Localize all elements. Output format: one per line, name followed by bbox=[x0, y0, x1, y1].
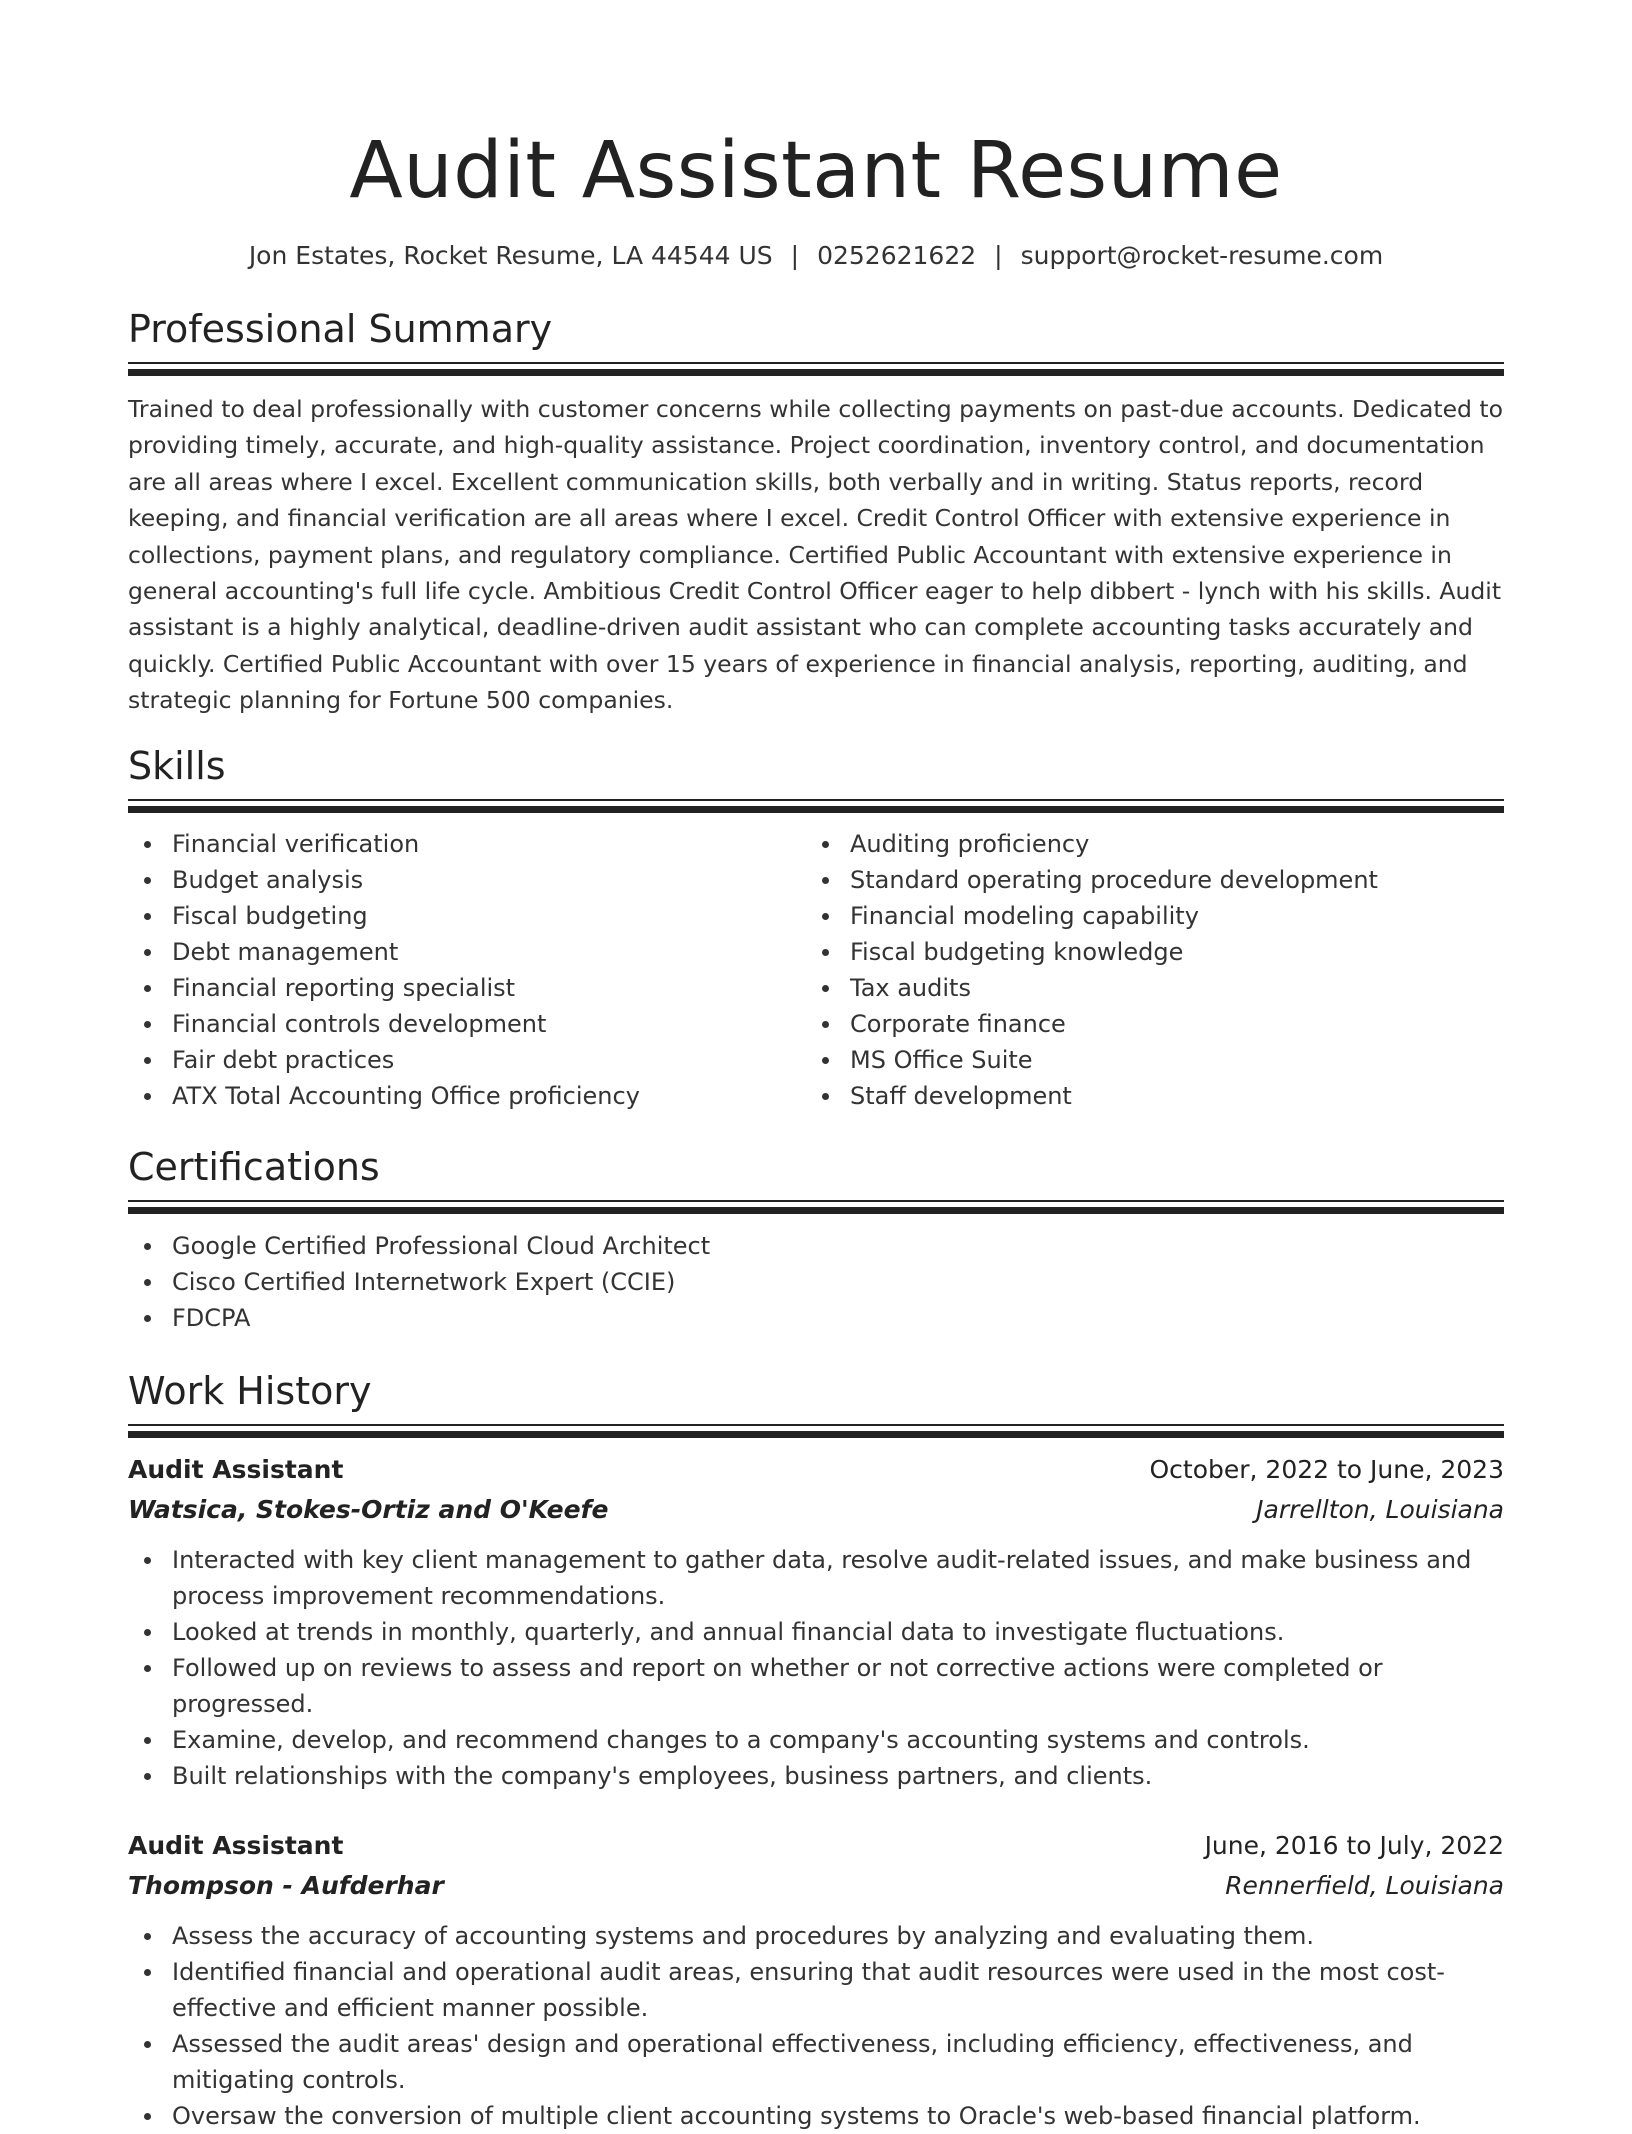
list-item: Tax audits bbox=[806, 970, 1484, 1006]
list-item: Oversaw the conversion of multiple client accounting systems to Oracle's web-based financial platform. bbox=[128, 2098, 1504, 2134]
list-item: Fair debt practices bbox=[128, 1042, 806, 1078]
list-item: Interacted with key client management to gather data, resolve audit-related issues, and make business and process improvement recommendations. bbox=[128, 1542, 1504, 1614]
job-company: Thompson - Aufderhar bbox=[128, 1870, 444, 1900]
job-dates: June, 2016 to July, 2022 bbox=[1204, 1830, 1504, 1860]
job-subheader bbox=[128, 1866, 1504, 1906]
skills-list-left bbox=[128, 826, 806, 1114]
skills-grid bbox=[128, 826, 1504, 1114]
skills-list-right bbox=[806, 826, 1484, 1114]
list-item: MS Office Suite bbox=[806, 1042, 1484, 1078]
contact-separator: | bbox=[790, 241, 800, 270]
list-item: Financial reporting specialist bbox=[128, 970, 806, 1006]
job-entry bbox=[128, 1826, 1504, 2134]
contact-line bbox=[128, 239, 1504, 273]
job-header bbox=[128, 1826, 1504, 1866]
list-item: Staff development bbox=[806, 1078, 1484, 1114]
contact-separator: | bbox=[994, 241, 1003, 270]
list-item: FDCPA bbox=[128, 1300, 1504, 1336]
list-item: Fiscal budgeting knowledge bbox=[806, 934, 1484, 970]
section-heading: Certifications bbox=[128, 1144, 380, 1189]
certifications-section bbox=[128, 1144, 1504, 1336]
section-divider bbox=[128, 799, 1504, 813]
list-item: Followed up on reviews to assess and report on whether or not corrective actions were completed or progressed. bbox=[128, 1650, 1504, 1722]
section-divider bbox=[128, 362, 1504, 376]
section-heading: Work History bbox=[128, 1368, 372, 1413]
work-history-section bbox=[128, 1368, 1504, 2134]
page-title: Audit Assistant Resume bbox=[349, 126, 1283, 216]
list-item: Corporate finance bbox=[806, 1006, 1484, 1042]
list-item: Assessed the audit areas' design and operational effectiveness, including efficiency, effectiveness, and mitigating controls. bbox=[128, 2026, 1504, 2098]
job-title: Audit Assistant bbox=[128, 1454, 344, 1484]
resume-page bbox=[128, 0, 1504, 2134]
list-item: Cisco Certified Internetwork Expert (CCIE) bbox=[128, 1264, 1504, 1300]
section-divider bbox=[128, 1424, 1504, 1438]
skills-section bbox=[128, 743, 1504, 1114]
job-bullets bbox=[128, 1918, 1504, 2134]
list-item: Identified financial and operational audit areas, ensuring that audit resources were used in the most cost-effective and efficient manner possible. bbox=[128, 1954, 1504, 2026]
list-item: Financial verification bbox=[128, 826, 806, 862]
section-divider bbox=[128, 1200, 1504, 1214]
job-entry bbox=[128, 1450, 1504, 1794]
list-item: Financial modeling capability bbox=[806, 898, 1484, 934]
job-company: Watsica, Stokes-Ortiz and O'Keefe bbox=[128, 1494, 609, 1524]
list-item: Budget analysis bbox=[128, 862, 806, 898]
job-dates: October, 2022 to June, 2023 bbox=[1149, 1454, 1504, 1484]
list-item: Fiscal budgeting bbox=[128, 898, 806, 934]
section-heading: Skills bbox=[128, 743, 226, 788]
list-item: Built relationships with the company's employees, business partners, and clients. bbox=[128, 1758, 1504, 1794]
job-bullets bbox=[128, 1542, 1504, 1794]
job-subheader bbox=[128, 1490, 1504, 1530]
list-item: Debt management bbox=[128, 934, 806, 970]
list-item: Examine, develop, and recommend changes to a company's accounting systems and controls. bbox=[128, 1722, 1504, 1758]
list-item: Looked at trends in monthly, quarterly, and annual financial data to investigate fluctuations. bbox=[128, 1614, 1504, 1650]
job-location: Rennerfield, Louisiana bbox=[1225, 1870, 1504, 1900]
list-item: ATX Total Accounting Office proficiency bbox=[128, 1078, 806, 1114]
job-header bbox=[128, 1450, 1504, 1490]
contact-email: support@rocket-resume.com bbox=[1020, 241, 1384, 270]
list-item: Financial controls development bbox=[128, 1006, 806, 1042]
contact-address: Jon Estates, Rocket Resume, LA 44544 US bbox=[248, 241, 773, 270]
list-item: Standard operating procedure development bbox=[806, 862, 1484, 898]
section-heading: Professional Summary bbox=[128, 307, 553, 351]
job-title: Audit Assistant bbox=[128, 1830, 344, 1860]
certifications-list bbox=[128, 1228, 1504, 1336]
list-item: Google Certified Professional Cloud Architect bbox=[128, 1228, 1504, 1264]
contact-phone: 0252621622 bbox=[817, 241, 977, 270]
summary-section bbox=[128, 306, 1504, 719]
list-item: Assess the accuracy of accounting systems and procedures by analyzing and evaluating them. bbox=[128, 1918, 1504, 1954]
job-location: Jarrellton, Louisiana bbox=[1256, 1494, 1504, 1524]
summary-text: Trained to deal professionally with customer concerns while collecting payments on past-due accounts. Dedicated to providing timely, accurate, and high-quality assistance. Project coordination, inventory control, and documentation are all areas where I excel. Excellent communication skills, both verbally and in writing. Status reports, record keeping, and financial verification are all areas where I excel. Credit Control Officer with extensive experience in collections, payment plans, and regulatory compliance. Certified Public Accountant with extensive experience in general accounting's full life cycle. Ambitious Credit Control Officer eager to help dibbert - lynch with his skills. Audit assistant is a highly analytical, deadline-driven audit assistant who can complete accounting tasks accurately and quickly. Certified Public Accountant with over 15 years of experience in financial analysis, reporting, auditing, and strategic planning for Fortune 500 companies. bbox=[128, 395, 1504, 715]
list-item: Auditing proficiency bbox=[806, 826, 1484, 862]
